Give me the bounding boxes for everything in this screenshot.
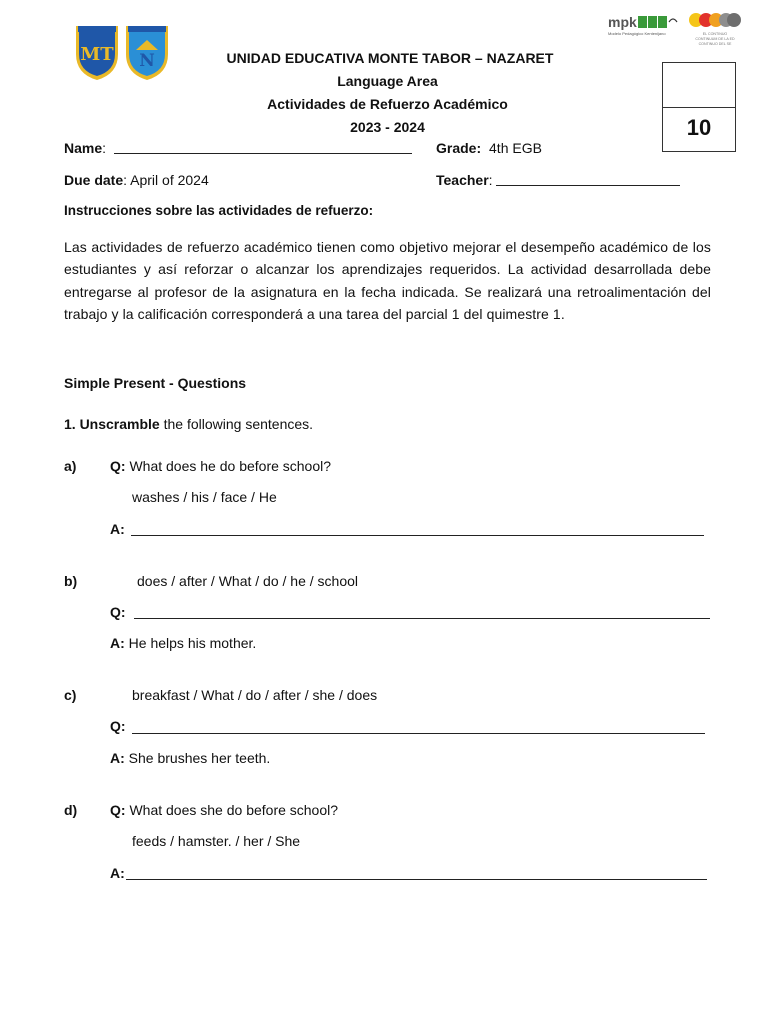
school-shield-n-logo [124, 24, 170, 82]
item-a-scramble: washes / his / face / He [132, 489, 277, 505]
item-c-question-line[interactable] [132, 733, 705, 734]
activity-title: Actividades de Refuerzo Académico [267, 96, 508, 112]
item-c-question [110, 718, 126, 734]
item-c-a-label: A: [110, 750, 125, 766]
instructions-title: Instrucciones sobre las actividades de refuerzo: [64, 203, 374, 218]
item-b-question-line[interactable] [134, 618, 710, 619]
name-field-line[interactable] [114, 153, 412, 154]
item-b-question [110, 604, 126, 620]
item-a-letter: a) [64, 458, 77, 474]
item-d-scramble: feeds / hamster. / her / She [132, 833, 301, 849]
item-d-q-label: Q: [110, 802, 126, 818]
name-colon: : [102, 140, 107, 156]
item-a-question [110, 458, 331, 474]
school-name: UNIDAD EDUCATIVA MONTE TABOR – NAZARET [226, 50, 554, 66]
teacher-label: Teacher [436, 172, 489, 188]
name-row [64, 140, 106, 156]
item-a-answer [110, 521, 125, 537]
item-a-q-text: What does he do before school? [125, 458, 332, 474]
item-b-a-text: He helps his mother. [124, 635, 257, 651]
item-d-letter: d) [64, 802, 78, 818]
item-c-scramble: breakfast / What / do / after / she / does [132, 687, 378, 703]
item-b-letter: b) [64, 573, 78, 589]
task-instruction [64, 416, 313, 432]
grade-row [436, 140, 542, 156]
item-d-question [110, 802, 338, 818]
continuum-logo-line1: EL CONTINUO [702, 32, 728, 36]
item-b-a-label: A: [110, 635, 125, 651]
continuum-logo [688, 10, 742, 48]
teacher-row [436, 172, 493, 188]
item-a-answer-line[interactable] [131, 535, 704, 536]
task-number-verb: 1. Unscramble [64, 416, 160, 432]
item-a-q-label: Q: [110, 458, 126, 474]
instructions-body: Las actividades de refuerzo académico tienen como objetivo mejorar el desempeño académico de los estudiantes y así reforzar o alcanzar los aprendizajes requeridos. La actividad desarrollada debe entregarse al profesor de la asignatura en la fecha indicada. Se realizará una retroalimentación del trabajo y la calificación corresponderá a una tarea del parcial 1 del quimestre 1. [64, 239, 711, 323]
task-rest: the following sentences. [159, 416, 314, 432]
area-title: Language Area [337, 73, 438, 89]
due-date-value: : April of 2024 [123, 172, 209, 188]
item-b-scramble: does / after / What / do / he / school [137, 573, 359, 589]
name-label: Name [64, 140, 103, 156]
mpk-logo-text: mpk [608, 14, 637, 30]
item-d-answer-line[interactable] [126, 879, 707, 880]
shield-right-letter: N [139, 51, 155, 71]
section-title: Simple Present - Questions [64, 375, 247, 391]
item-b-answer [110, 635, 256, 651]
continuum-logo-line3: CONTINUO DEL SE [698, 42, 732, 46]
school-shield-mt-logo [74, 24, 120, 82]
grade-label: Grade: [436, 140, 482, 156]
item-d-answer [110, 865, 125, 881]
school-year: 2023 - 2024 [350, 119, 425, 135]
grade-value: 4th EGB [489, 140, 542, 156]
item-c-a-text: She brushes her teeth. [124, 750, 271, 766]
grade-box [662, 62, 736, 152]
mpk-logo-subtitle: Modelo Pedagógico Kentenijano [608, 31, 666, 36]
item-d-a-label: A: [110, 865, 125, 881]
item-c-answer [110, 750, 270, 766]
teacher-colon: : [488, 172, 493, 188]
mpk-logo [608, 12, 680, 38]
teacher-field-line[interactable] [496, 185, 680, 186]
grade-score: 10 [686, 115, 712, 140]
item-b-q-label: Q: [110, 604, 126, 620]
item-c-letter: c) [64, 687, 77, 703]
continuum-logo-line2: CONTINUUM DE LA ED [695, 37, 735, 41]
due-date-label: Due date [64, 172, 124, 188]
shield-left-letters: MT [80, 44, 114, 65]
item-c-q-label: Q: [110, 718, 126, 734]
item-a-a-label: A: [110, 521, 125, 537]
due-date-row [64, 172, 209, 188]
item-d-q-text: What does she do before school? [125, 802, 339, 818]
